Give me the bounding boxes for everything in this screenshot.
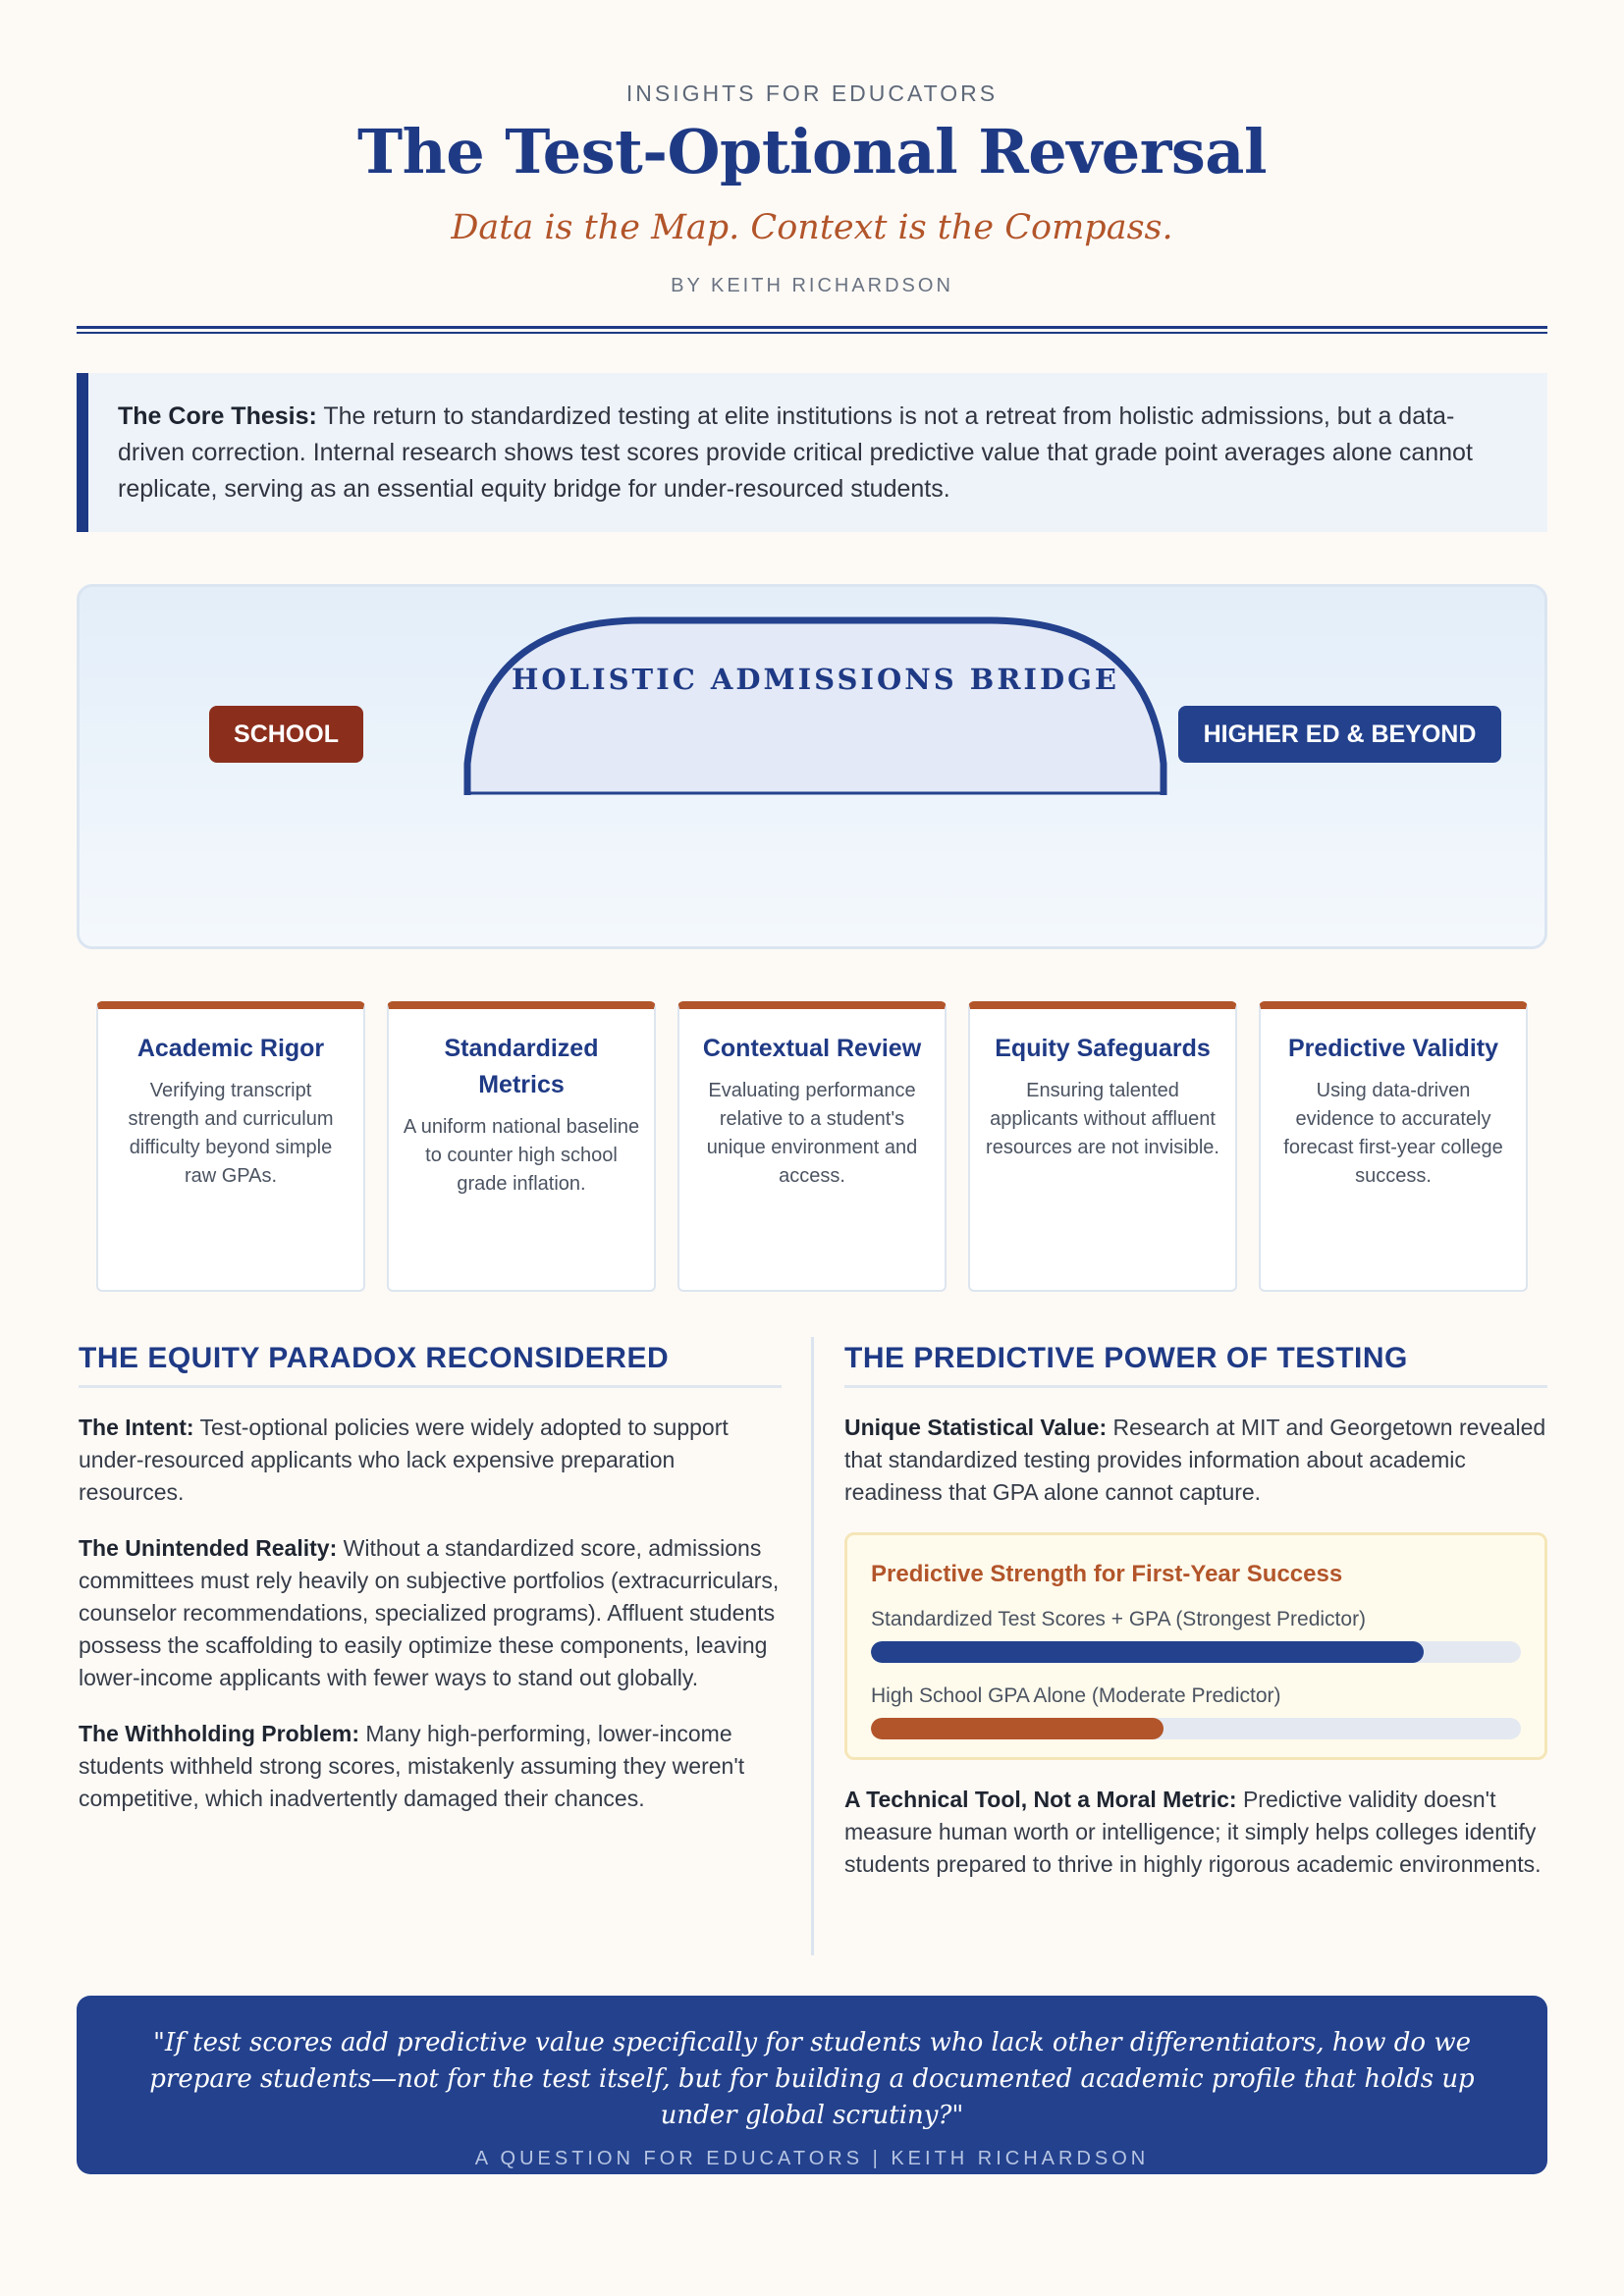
pillar-title: Academic Rigor (136, 1035, 325, 1062)
predictive-strength-box (844, 1532, 1547, 1760)
pillar-title: Contextual Review (702, 1035, 922, 1062)
quote-text: "If test scores add predictive value specifically for students who lack other differentiators, how do we prepare students—not for the test itself, but for building a documented academic profile that holds up under global scrutiny?" (149, 2028, 1475, 2130)
paragraph-label: The Unintended Reality: (79, 1535, 338, 1561)
predictive-heading: THE PREDICTIVE POWER OF TESTING (844, 1342, 1547, 1388)
equity-paragraph (79, 1718, 782, 1815)
bar-label-combined: Standardized Test Scores + GPA (Strongest Predictor) (871, 1608, 1367, 1630)
pillars-row (96, 1001, 1528, 1292)
pillar-text: Evaluating performance relative to a student's unique environment and access. (706, 1080, 918, 1187)
higher-ed-label: HIGHER ED & BEYOND (1178, 706, 1501, 763)
paragraph-text: Predictive validity doesn't measure human worth or intelligence; it simply helps colleges identify students prepared to thrive in highly rigorous academic environments. (844, 1787, 1542, 1877)
subtitle: Data is the Map. Context is the Compass. (451, 208, 1173, 247)
paragraph-label: Unique Statistical Value: (844, 1415, 1108, 1440)
equity-paragraph (79, 1532, 782, 1694)
predictive-box-title: Predictive Strength for First-Year Success (871, 1561, 1343, 1587)
bar-label-gpa: High School GPA Alone (Moderate Predictor) (871, 1684, 1281, 1707)
bar-track-combined (871, 1641, 1521, 1663)
pillar-card (387, 1001, 656, 1292)
pillar-card (1259, 1001, 1528, 1292)
equity-heading: THE EQUITY PARADOX RECONSIDERED (79, 1342, 782, 1388)
pillar-text: Verifying transcript strength and curriculum difficulty beyond simple raw GPAs. (128, 1080, 334, 1187)
bridge-diagram (77, 584, 1547, 949)
paragraph-text: Without a standardized score, admissions committees must rely heavily on subjective portfolios (extracurriculars, counselor recommendations, specialized programs). Affluent students possess the scaffolding to easily optimize these components, leaving lower-income applicants with fewer ways to stand out globally. (79, 1535, 780, 1690)
paragraph-text: Test-optional policies were widely adopted to support under-resourced applicants who lack expensive preparation resources. (79, 1415, 729, 1505)
closing-quote (77, 1996, 1547, 2174)
pillar-title: Standardized Metrics (444, 1035, 599, 1098)
pillar-title: Predictive Validity (1288, 1035, 1498, 1062)
pillar-text: Ensuring talented applicants without affluent resources are not invisible. (986, 1080, 1219, 1158)
bridge-arch-label: HOLISTIC ADMISSIONS BRIDGE (511, 663, 1120, 696)
kicker: INSIGHTS FOR EDUCATORS (625, 80, 999, 106)
pillar-card (677, 1001, 947, 1292)
bar-fill-combined (871, 1641, 1424, 1663)
bar-track-gpa (871, 1718, 1521, 1739)
predictive-outro (844, 1784, 1547, 1881)
equity-column (79, 1342, 782, 1815)
school-label: SCHOOL (209, 706, 363, 763)
header-rule (77, 326, 1547, 329)
paragraph-text: Research at MIT and Georgetown revealed that standardized testing provides information about academic readiness that GPA alone cannot capture. (844, 1415, 1546, 1505)
paragraph-label: The Intent: (79, 1415, 194, 1440)
thesis-text: The return to standardized testing at elite institutions is not a retreat from holistic admissions, but a data-driven correction. Internal research shows test scores provide critical predictive value that grade point averages alone cannot replicate, serving as an essential equity bridge for under-resourced students. (118, 402, 1473, 503)
pillar-text: Using data-driven evidence to accurately forecast first-year college success. (1283, 1080, 1503, 1187)
core-thesis (77, 373, 1547, 532)
equity-paragraph (79, 1412, 782, 1509)
quote-attribution: A QUESTION FOR EDUCATORS | KEITH RICHARDSON (474, 2148, 1150, 2169)
paragraph-label: The Withholding Problem: (79, 1721, 359, 1746)
column-divider (811, 1337, 814, 1955)
paragraph-text: Many high-performing, lower-income students withheld strong scores, mistakenly assuming they weren't competitive, which inadvertently damaged their chances. (79, 1721, 745, 1811)
thesis-label: The Core Thesis: (118, 402, 317, 430)
page-title: The Test-Optional Reversal (356, 116, 1268, 187)
pillar-text: A uniform national baseline to counter high school grade inflation. (403, 1116, 640, 1195)
header-rule-secondary (77, 332, 1547, 334)
byline: BY KEITH RICHARDSON (671, 275, 953, 296)
bar-fill-gpa (871, 1718, 1164, 1739)
bridge-arch-icon (463, 616, 1167, 798)
predictive-intro (844, 1412, 1547, 1509)
pillar-card (96, 1001, 365, 1292)
pillar-card (968, 1001, 1237, 1292)
paragraph-label: A Technical Tool, Not a Moral Metric: (844, 1787, 1237, 1812)
predictive-column (844, 1342, 1547, 1881)
pillar-title: Equity Safeguards (995, 1035, 1211, 1062)
